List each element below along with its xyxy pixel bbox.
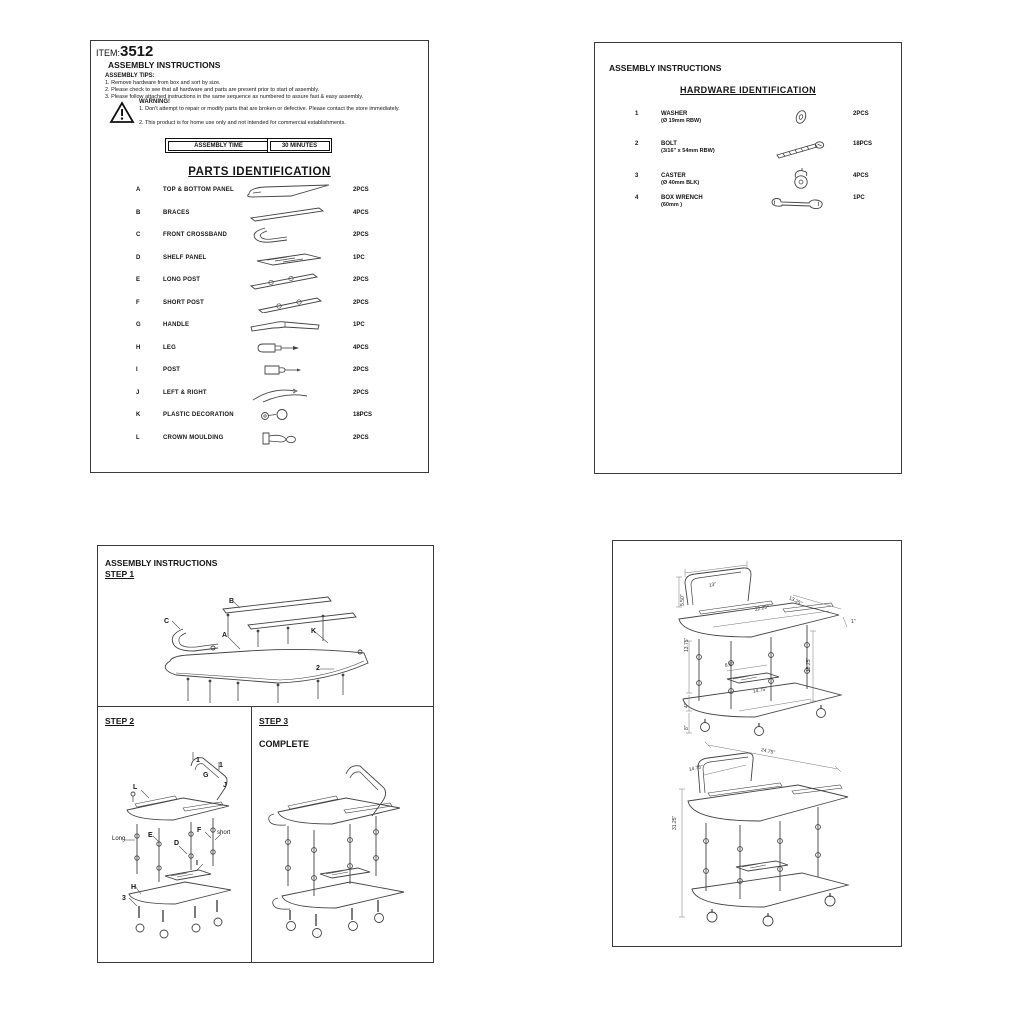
part-qty: 1PC bbox=[353, 255, 365, 261]
dim-label: 18.25" bbox=[806, 657, 812, 672]
assembly-time-value-box bbox=[267, 138, 332, 153]
parts-row bbox=[91, 435, 428, 455]
part-key: C bbox=[136, 232, 141, 238]
part-qty: 18PCS bbox=[353, 412, 373, 418]
part-name: SHELF PANEL bbox=[163, 255, 207, 261]
hardware-row bbox=[595, 141, 901, 165]
part-key: J bbox=[136, 390, 140, 396]
item-number-line bbox=[96, 43, 153, 60]
hardware-qty: 1PC bbox=[853, 195, 865, 201]
step1-label: C bbox=[164, 618, 170, 625]
caster-drawing bbox=[761, 167, 841, 189]
part-name: POST bbox=[163, 367, 181, 373]
plastic-decoration-drawing bbox=[239, 405, 339, 425]
dim-label: 13.75" bbox=[684, 637, 690, 652]
step2-label: F bbox=[197, 827, 202, 834]
step2-label: I bbox=[196, 860, 198, 867]
part-qty: 1PC bbox=[353, 322, 365, 328]
step1-label: B bbox=[229, 598, 235, 605]
hardware-spec: (60mm ) bbox=[661, 202, 683, 208]
washer-drawing bbox=[761, 107, 841, 129]
step2-label: 3 bbox=[122, 895, 126, 902]
step2-label: 1 bbox=[196, 757, 200, 764]
part-name: CROWN MOULDING bbox=[163, 435, 224, 441]
part-key: I bbox=[136, 367, 138, 373]
short-post-drawing bbox=[239, 293, 339, 313]
dim-label: 14.75" bbox=[752, 686, 768, 695]
part-name: TOP & BOTTOM PANEL bbox=[163, 187, 234, 193]
assembly-time-label: ASSEMBLY TIME bbox=[168, 141, 270, 151]
hardware-num: 2 bbox=[635, 141, 639, 147]
divider-horizontal bbox=[98, 706, 433, 707]
leg-drawing bbox=[239, 338, 339, 358]
part-name: LEG bbox=[163, 345, 176, 351]
hardware-name: BOLT bbox=[661, 141, 677, 147]
warning-icon bbox=[109, 101, 135, 125]
panel-title: ASSEMBLY INSTRUCTIONS bbox=[609, 63, 722, 73]
part-name: HANDLE bbox=[163, 322, 190, 328]
braces-drawing bbox=[239, 203, 339, 223]
dim-label: 8" bbox=[684, 725, 690, 730]
step2-label: H bbox=[131, 884, 137, 891]
dim-label: 13.25" bbox=[787, 595, 804, 607]
item-label: ITEM: bbox=[96, 48, 120, 58]
part-qty: 2PCS bbox=[353, 232, 369, 238]
step2-label: 1 bbox=[219, 762, 223, 769]
part-name: FRONT CROSSBAND bbox=[163, 232, 227, 238]
dimensions-panel bbox=[612, 540, 902, 947]
part-name: SHORT POST bbox=[163, 300, 205, 306]
dim-label: 1" bbox=[851, 619, 856, 625]
hardware-num: 3 bbox=[635, 173, 639, 179]
part-key: L bbox=[136, 435, 140, 441]
part-qty: 2PCS bbox=[353, 435, 369, 441]
tips-heading: ASSEMBLY TIPS: bbox=[105, 73, 155, 79]
step1-heading: STEP 1 bbox=[105, 569, 135, 579]
step2-heading: STEP 2 bbox=[105, 716, 135, 726]
step1-label: K bbox=[311, 628, 317, 635]
step2-label: J bbox=[223, 782, 227, 789]
hardware-spec: (3/16" x 54mm RBW) bbox=[661, 148, 715, 154]
step2-label: D bbox=[174, 840, 180, 847]
hardware-qty: 18PCS bbox=[853, 141, 873, 147]
step2-label: short bbox=[217, 830, 231, 836]
part-key: E bbox=[136, 277, 141, 283]
step3-heading: STEP 3 bbox=[259, 716, 289, 726]
box-wrench-drawing bbox=[761, 194, 841, 216]
front-crossband-drawing bbox=[239, 225, 339, 245]
divider-vertical bbox=[251, 706, 252, 962]
bolt-drawing bbox=[761, 139, 841, 161]
hardware-row bbox=[595, 195, 901, 219]
step3-complete-label: COMPLETE bbox=[259, 739, 310, 749]
step2-label: L bbox=[133, 784, 138, 791]
hardware-name: BOX WRENCH bbox=[661, 195, 703, 201]
warning-line: 2. This product is for home use only and not intended for commercial establishments. bbox=[139, 120, 346, 126]
hardware-panel bbox=[594, 42, 902, 474]
part-key: K bbox=[136, 412, 141, 418]
part-qty: 2PCS bbox=[353, 300, 369, 306]
top-bottom-panel-drawing bbox=[239, 180, 339, 200]
hardware-name: CASTER bbox=[661, 173, 686, 179]
post-drawing bbox=[239, 360, 339, 380]
hardware-qty: 4PCS bbox=[853, 173, 869, 179]
item-number: 3512 bbox=[120, 43, 154, 60]
dim-label: 24.75" bbox=[760, 747, 776, 757]
dimension-diagram-lower bbox=[648, 741, 878, 931]
dim-label: 4" bbox=[684, 703, 690, 708]
part-name: LONG POST bbox=[163, 277, 201, 283]
part-key: G bbox=[136, 322, 141, 328]
part-qty: 4PCS bbox=[353, 210, 369, 216]
part-name: LEFT & RIGHT bbox=[163, 390, 207, 396]
steps-panel bbox=[97, 545, 434, 963]
long-post-drawing bbox=[239, 270, 339, 290]
warning-heading: WARNING! bbox=[139, 99, 170, 105]
tip-line: 2. Please check to see that all hardware and parts are present prior to start of assembly. bbox=[105, 87, 320, 93]
panel-title: ASSEMBLY INSTRUCTIONS bbox=[105, 558, 218, 568]
panel-title: ASSEMBLY INSTRUCTIONS bbox=[108, 60, 221, 70]
dim-label: 31.25" bbox=[672, 815, 678, 830]
step1-label: 2 bbox=[316, 665, 320, 672]
hardware-num: 1 bbox=[635, 111, 639, 117]
part-qty: 2PCS bbox=[353, 367, 369, 373]
crown-moulding-drawing bbox=[239, 428, 339, 448]
step2-drawing bbox=[113, 736, 248, 951]
handle-drawing bbox=[239, 315, 339, 335]
hardware-name: WASHER bbox=[661, 111, 688, 117]
shelf-panel-drawing bbox=[239, 248, 339, 268]
step2-label: Long bbox=[112, 836, 126, 842]
hardware-spec: (Ø 19mm RBW) bbox=[661, 118, 702, 124]
dimension-diagram-upper bbox=[643, 561, 873, 746]
part-qty: 2PCS bbox=[353, 187, 369, 193]
hardware-spec: (Ø 40mm BLK) bbox=[661, 180, 700, 186]
part-key: D bbox=[136, 255, 141, 261]
dim-label: 5.50" bbox=[680, 594, 686, 606]
step2-label: E bbox=[148, 832, 153, 839]
tip-line: 1. Remove hardware from box and sort by size. bbox=[105, 80, 221, 86]
part-key: F bbox=[136, 300, 140, 306]
dim-label: 14.75" bbox=[688, 764, 704, 773]
parts-heading: PARTS IDENTIFICATION bbox=[188, 166, 331, 178]
part-qty: 2PCS bbox=[353, 390, 369, 396]
warning-line: 1. Don't attempt to repair or modify parts that are broken or defective. Please contact the store immediately. bbox=[139, 106, 400, 112]
parts-panel bbox=[90, 40, 429, 473]
hardware-num: 4 bbox=[635, 195, 639, 201]
part-name: PLASTIC DECORATION bbox=[163, 412, 234, 418]
hardware-heading: HARDWARE IDENTIFICATION bbox=[679, 85, 817, 95]
dim-label: 22.25" bbox=[754, 604, 770, 613]
part-key: A bbox=[136, 187, 141, 193]
hardware-row bbox=[595, 111, 901, 135]
assembly-time-label-box bbox=[165, 138, 272, 153]
tip-line: 3. Please follow attached instructions in the same sequence as numbered to assure fast & easy assembly. bbox=[105, 94, 364, 100]
dim-label: 8.5" bbox=[724, 661, 735, 669]
step1-drawing bbox=[128, 591, 398, 703]
step2-label: G bbox=[203, 772, 209, 779]
step1-label: A bbox=[222, 632, 228, 639]
hardware-qty: 2PCS bbox=[853, 111, 869, 117]
part-qty: 2PCS bbox=[353, 277, 369, 283]
part-key: H bbox=[136, 345, 141, 351]
dim-label: 13" bbox=[708, 581, 717, 589]
hardware-row bbox=[595, 173, 901, 197]
assembly-time-value: 30 MINUTES bbox=[270, 141, 330, 151]
part-key: B bbox=[136, 210, 141, 216]
part-qty: 4PCS bbox=[353, 345, 369, 351]
part-name: BRACES bbox=[163, 210, 190, 216]
left-right-drawing bbox=[239, 383, 339, 403]
step3-drawing bbox=[258, 758, 423, 953]
